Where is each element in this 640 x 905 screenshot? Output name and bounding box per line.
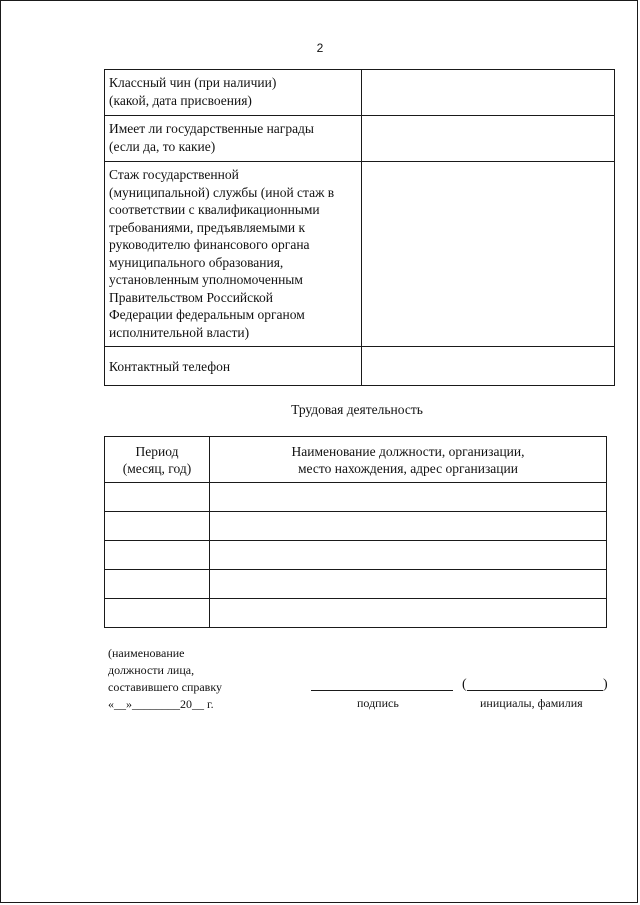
position-cell[interactable]	[210, 599, 607, 628]
service-experience-value-cell[interactable]	[362, 162, 615, 347]
table-row	[105, 599, 607, 628]
page-number: 2	[316, 41, 324, 55]
rank-label: Классный чин (при наличии) (какой, дата присвоения)	[105, 70, 362, 116]
position-cell[interactable]	[210, 512, 607, 541]
compiler-line: составившего справку	[108, 680, 223, 694]
position-column-header: Наименование должности, организации, место нахождения, адрес организации	[210, 437, 607, 483]
period-column-header: Период (месяц, год)	[105, 437, 210, 483]
awards-label: Имеет ли государственные награды (если да, то какие)	[105, 116, 362, 162]
initials-label: инициалы, фамилия	[480, 696, 583, 710]
position-cell[interactable]	[210, 541, 607, 570]
rank-value-cell[interactable]	[362, 70, 615, 116]
period-cell[interactable]	[105, 541, 210, 570]
compiler-line: должности лица,	[108, 663, 195, 677]
personal-info-table	[104, 69, 615, 386]
position-cell[interactable]	[210, 483, 607, 512]
table-row	[105, 162, 615, 347]
period-cell[interactable]	[105, 570, 210, 599]
initials-line[interactable]	[467, 690, 603, 691]
work-history-title: Трудовая деятельность	[291, 402, 423, 417]
date-line: «__»________20__ г.	[108, 697, 214, 711]
table-row	[105, 541, 607, 570]
signature-line[interactable]	[311, 690, 453, 691]
compiler-line: (наименование	[108, 646, 185, 660]
table-row	[105, 70, 615, 116]
contact-phone-label: Контактный телефон	[105, 347, 362, 386]
table-row	[105, 512, 607, 541]
initials-paren-close: )	[603, 677, 608, 692]
contact-phone-value-cell[interactable]	[362, 347, 615, 386]
service-experience-label: Стаж государственной (муниципальной) службы (иной стаж в соответствии с квалификационными требованиями, предъявляемыми к руководителю финансового органа муниципального образования, установленным уполномоченным Правительством Российской Федерации федеральным органом исполнительной власти)	[105, 162, 362, 347]
table-row	[105, 483, 607, 512]
period-cell[interactable]	[105, 483, 210, 512]
period-cell[interactable]	[105, 599, 210, 628]
signature-label: подпись	[357, 696, 399, 710]
work-history-table	[104, 436, 607, 628]
awards-value-cell[interactable]	[362, 116, 615, 162]
initials-paren-open: (	[462, 677, 467, 692]
position-cell[interactable]	[210, 570, 607, 599]
table-row	[105, 116, 615, 162]
table-row	[105, 570, 607, 599]
period-cell[interactable]	[105, 512, 210, 541]
table-header-row	[105, 437, 607, 483]
compiler-block	[108, 645, 222, 713]
table-row	[105, 347, 615, 386]
